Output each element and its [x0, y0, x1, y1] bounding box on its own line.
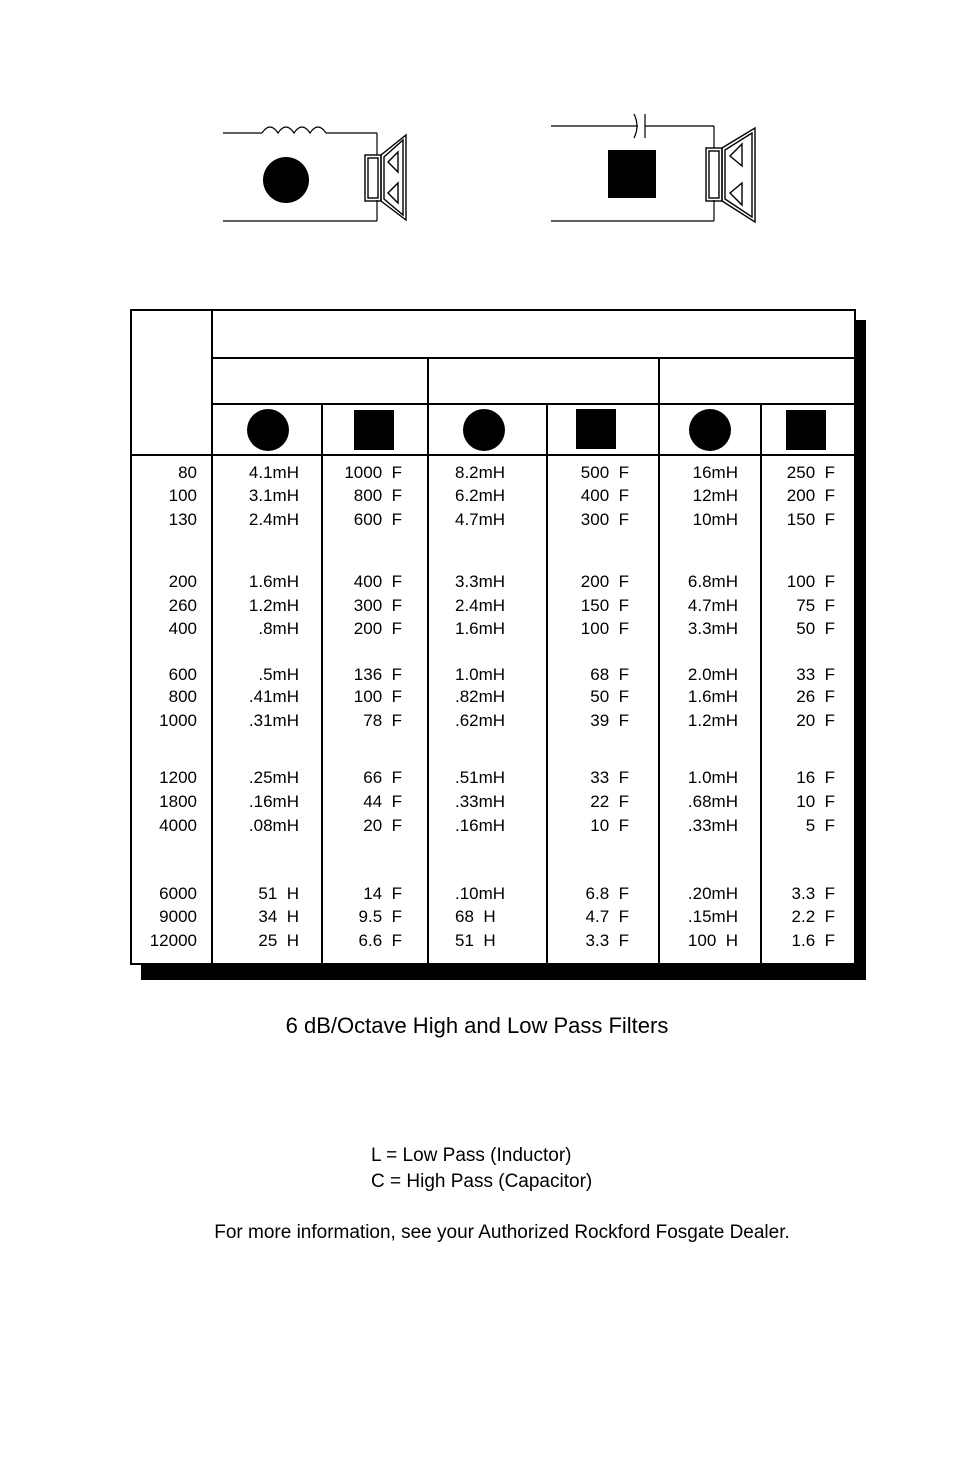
high-pass-circuit-diagram: [548, 100, 763, 225]
table-cell: .25mH: [248, 768, 299, 787]
frequency-cell: 12000: [149, 931, 197, 950]
frequency-cell: 6000: [159, 884, 197, 903]
table-cell: 3.3mH: [687, 619, 738, 638]
table-cell: 400 F: [353, 572, 402, 591]
table-divider: [132, 454, 856, 456]
table-cell: 6.8mH: [687, 572, 738, 591]
table-cell: 1.6mH: [248, 572, 299, 591]
frequency-cell: 80: [178, 463, 197, 482]
table-cell: 100 F: [353, 687, 402, 706]
table-cell: 400 F: [580, 486, 629, 505]
table-cell: .16mH: [248, 792, 299, 811]
frequency-cell: 1000: [159, 711, 197, 730]
circle-symbol-icon: [463, 409, 505, 451]
speaker-icon: [706, 128, 755, 222]
frequency-cell: 800: [168, 687, 197, 706]
table-divider: [760, 403, 762, 965]
frequency-cell: 4000: [159, 816, 197, 835]
table-cell: 1.2mH: [687, 711, 738, 730]
table-cell: 3.3 F: [585, 931, 629, 950]
circle-symbol-icon: [247, 409, 289, 451]
table-cell: .08mH: [248, 816, 299, 835]
frequency-cell: 1800: [159, 792, 197, 811]
frequency-cell: 100: [168, 486, 197, 505]
frequency-cell: 600: [168, 665, 197, 684]
low-pass-circuit-diagram: [220, 100, 420, 225]
table-cell: .10mH: [455, 884, 506, 903]
table-cell: 1.0mH: [455, 665, 506, 684]
table-divider: [211, 311, 213, 965]
table-cell: 2.2 F: [791, 907, 835, 926]
table-cell: 33 F: [590, 768, 629, 787]
table-cell: .33mH: [687, 816, 738, 835]
table-cell: 78 F: [363, 711, 402, 730]
table-cell: 1.0mH: [687, 768, 738, 787]
table-cell: .5mH: [258, 665, 299, 684]
table-cell: 10 F: [796, 792, 835, 811]
frequency-cell: 1200: [159, 768, 197, 787]
table-cell: 1.6mH: [687, 687, 738, 706]
table-cell: 5 F: [805, 816, 835, 835]
table-cell: 1.2mH: [248, 596, 299, 615]
table-cell: 44 F: [363, 792, 402, 811]
inductor-coil-icon: [262, 127, 326, 133]
table-cell: 100 F: [786, 572, 835, 591]
table-cell: 200 F: [786, 486, 835, 505]
table-cell: 250 F: [786, 463, 835, 482]
table-cell: 10mH: [692, 510, 738, 529]
table-divider: [212, 357, 856, 359]
square-symbol-icon: [786, 410, 826, 450]
table-cell: .31mH: [248, 711, 299, 730]
table-cell: 10 F: [590, 816, 629, 835]
table-cell: 16 F: [796, 768, 835, 787]
table-cell: .20mH: [687, 884, 738, 903]
table-cell: .82mH: [455, 687, 506, 706]
table-cell: 6.2mH: [455, 486, 506, 505]
square-symbol-icon: [354, 410, 394, 450]
table-cell: 1.6 F: [791, 931, 835, 950]
table-cell: 34 H: [258, 907, 299, 926]
table-cell: 6.8 F: [585, 884, 629, 903]
frequency-cell: 400: [168, 619, 197, 638]
legend-low-pass: L = Low Pass (Inductor): [371, 1145, 572, 1166]
table-cell: 14 F: [363, 884, 402, 903]
table-cell: .62mH: [455, 711, 506, 730]
table-cell: 150 F: [580, 596, 629, 615]
table-cell: 20 F: [796, 711, 835, 730]
table-cell: 4.7mH: [687, 596, 738, 615]
table-cell: 136 F: [353, 665, 402, 684]
circle-symbol-icon: [263, 157, 309, 203]
circle-symbol-icon: [689, 409, 731, 451]
table-cell: .33mH: [455, 792, 506, 811]
table-caption: 6 dB/Octave High and Low Pass Filters: [285, 1013, 669, 1038]
table-cell: .8mH: [258, 619, 299, 638]
table-divider: [427, 357, 429, 965]
table-cell: 300 F: [580, 510, 629, 529]
table-cell: .16mH: [455, 816, 506, 835]
table-divider: [321, 403, 323, 965]
table-cell: 200 F: [580, 572, 629, 591]
table-cell: 2.0mH: [687, 665, 738, 684]
table-divider: [658, 357, 660, 965]
frequency-cell: 9000: [159, 907, 197, 926]
table-cell: 100 F: [580, 619, 629, 638]
table-cell: .51mH: [455, 768, 506, 787]
table-cell: 22 F: [590, 792, 629, 811]
table-cell: 100 H: [687, 931, 738, 950]
table-cell: .15mH: [687, 907, 738, 926]
table-cell: 6.6 F: [358, 931, 402, 950]
table-cell: 25 H: [258, 931, 299, 950]
table-cell: 2.4mH: [455, 596, 506, 615]
table-cell: 68 F: [590, 665, 629, 684]
table-cell: 2.4mH: [248, 510, 299, 529]
table-cell: 12mH: [692, 486, 738, 505]
legend-high-pass: C = High Pass (Capacitor): [371, 1171, 593, 1192]
table-cell: 3.3mH: [455, 572, 506, 591]
table-cell: 16mH: [692, 463, 738, 482]
table-cell: 4.7mH: [455, 510, 506, 529]
table-cell: 68 H: [455, 907, 496, 926]
table-cell: 9.5 F: [358, 907, 402, 926]
square-symbol-icon: [576, 409, 616, 449]
table-cell: 51 H: [258, 884, 299, 903]
frequency-cell: 130: [168, 510, 197, 529]
table-cell: 51 H: [455, 931, 496, 950]
footer-note: For more information, see your Authorized Rockford Fosgate Dealer.: [214, 1222, 790, 1243]
table-cell: 150 F: [786, 510, 835, 529]
table-cell: 20 F: [363, 816, 402, 835]
table-cell: 50 F: [590, 687, 629, 706]
table-cell: 600 F: [353, 510, 402, 529]
table-cell: 800 F: [353, 486, 402, 505]
frequency-cell: 200: [168, 572, 197, 591]
table-cell: 1000 F: [344, 463, 402, 482]
table-cell: 8.2mH: [455, 463, 506, 482]
table-cell: 4.7 F: [585, 907, 629, 926]
table-cell: 26 F: [796, 687, 835, 706]
crossover-table: [130, 309, 856, 965]
speaker-icon: [365, 135, 406, 220]
frequency-cell: 260: [168, 596, 197, 615]
table-cell: 75 F: [796, 596, 835, 615]
table-divider: [546, 403, 548, 965]
table-cell: 1.6mH: [455, 619, 506, 638]
table-cell: 39 F: [590, 711, 629, 730]
table-cell: 500 F: [580, 463, 629, 482]
table-cell: 3.1mH: [248, 486, 299, 505]
table-cell: 50 F: [796, 619, 835, 638]
table-cell: 33 F: [796, 665, 835, 684]
table-cell: .68mH: [687, 792, 738, 811]
table-cell: 66 F: [363, 768, 402, 787]
table-cell: 300 F: [353, 596, 402, 615]
table-cell: .41mH: [248, 687, 299, 706]
square-symbol-icon: [608, 150, 656, 198]
table-cell: 3.3 F: [791, 884, 835, 903]
table-cell: 200 F: [353, 619, 402, 638]
table-cell: 4.1mH: [248, 463, 299, 482]
